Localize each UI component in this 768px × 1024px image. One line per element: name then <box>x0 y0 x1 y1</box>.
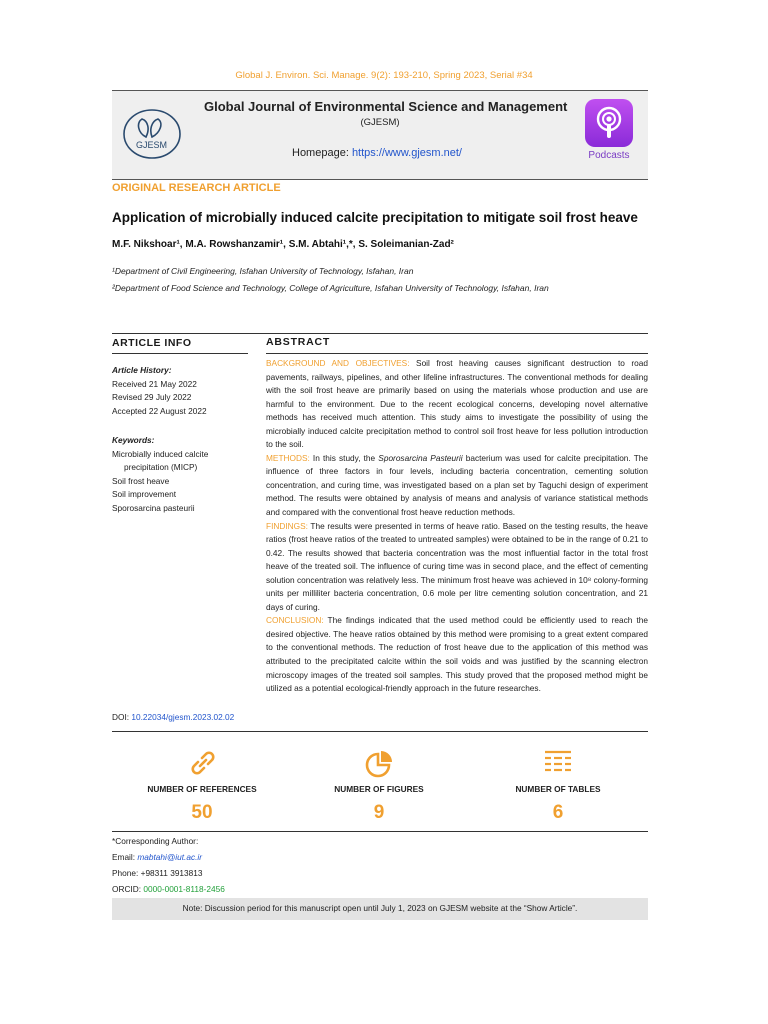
email <box>112 852 202 862</box>
methods-text: bacterium was used for calcite precipitation. The influence of three factors in four levels, including bacteria concentration, cementing solution concentration, and curing time, was investigated based on a plan set by Taguchi design of experiment method. The results were obtained by analysis of means and analysis of variance statistical methods and compared with the conventional frost heave reduction methods. <box>266 452 648 518</box>
phone: Phone: +98311 3913813 <box>112 868 203 878</box>
history-title: Article History: <box>112 365 172 375</box>
link-icon <box>188 748 218 778</box>
homepage <box>292 147 462 159</box>
discussion-note: Note: Discussion period for this manuscript open until July 1, 2023 on GJESM website at the “Show Article”. <box>112 898 648 920</box>
divider <box>112 353 248 354</box>
podcast-button[interactable] <box>585 99 633 147</box>
homepage-label: Homepage: <box>292 147 352 159</box>
journal-abbreviation: (GJESM) <box>360 117 400 128</box>
corresponding-author: *Corresponding Author: <box>112 836 199 846</box>
journal-header <box>112 90 648 180</box>
doi-link[interactable]: 10.22034/gjesm.2023.02.02 <box>131 712 235 722</box>
logo-text: GJESM <box>136 140 168 150</box>
background-text: Soil frost heaving causes significant destruction to road pavements, railways, pipelines, and other lifeline infrastructures. The conventional methods for dealing with the soil frost heave are primarily based on using the materials whose production and use are harmful to the environment. Due to the recent ecological concerns, developing novel alternative methods has received much attention. This study aims to investigate the possibility of using the microbially induced calcite precipitation method to control soil frost heave for less pollution introduction to the soil. <box>266 358 648 450</box>
abstract-methods <box>266 452 648 520</box>
divider <box>112 333 648 334</box>
authors: M.F. Nikshoar¹, M.A. Rowshanzamir¹, S.M. Abtahi¹,*, S. Soleimanian-Zad² <box>112 239 454 250</box>
email-link[interactable]: mabtahi@iut.ac.ir <box>137 852 203 862</box>
journal-logo-icon <box>122 107 182 161</box>
abstract-conclusion <box>266 614 648 695</box>
orcid-label: ORCID: <box>112 884 144 894</box>
keywords <box>112 434 252 516</box>
received-date: Received 21 May 2022 <box>112 378 197 389</box>
figures-count-label: NUMBER OF FIGURES <box>334 784 424 794</box>
tables-count: 6 <box>552 802 564 823</box>
divider <box>112 731 648 732</box>
references-count-label: NUMBER OF REFERENCES <box>147 784 257 794</box>
article-title: Application of microbially induced calcite precipitation to mitigate soil frost heave <box>112 210 638 225</box>
revised-date: Revised 29 July 2022 <box>112 392 192 403</box>
tables-count-label: NUMBER OF TABLES <box>515 784 601 794</box>
doi <box>112 712 234 722</box>
keyword: Sporosarcina pasteurii <box>112 502 195 513</box>
article-type: ORIGINAL RESEARCH ARTICLE <box>112 182 281 194</box>
journal-citation: Global J. Environ. Sci. Manage. 9(2): 193-210, Spring 2023, Serial #34 <box>235 70 533 81</box>
orcid <box>112 884 225 894</box>
abstract-background <box>266 357 648 452</box>
orcid-link[interactable]: 0000-0001-8118-2456 <box>143 884 225 894</box>
methods-label: METHODS: <box>266 452 310 463</box>
keywords-title: Keywords: <box>112 435 155 445</box>
podcast-icon <box>585 99 633 147</box>
table-icon <box>543 748 573 778</box>
affiliation: ¹Department of Civil Engineering, Isfahan University of Technology, Isfahan, Iran <box>112 266 414 276</box>
methods-species: Sporosarcina Pasteurii <box>378 452 463 463</box>
accepted-date: Accepted 22 August 2022 <box>112 405 207 416</box>
conclusion-label: CONCLUSION: <box>266 615 324 626</box>
findings-text: The results were presented in terms of heave ratio. Based on the testing results, the heave ratios (frost heave ratios of the treated to untreated samples) were obtained to be in the range of 0.21 to 0.42. The results showed that bacteria concentration was the most influential factor in the total frost heave of the treated soil. The influence of curing time was in second place, and the effect of cementing solution concentration was relatively less. The minimum frost heave was achieved in 10⁸ colony-forming units per milliliter bacteria concentration, 0.6 mole per litre cementing solution concentration, and 21 days of curing. <box>266 520 648 612</box>
affiliation: ²Department of Food Science and Technology, College of Agriculture, Isfahan University of Technology, Isfahan, Iran <box>112 283 549 293</box>
keyword: Microbially induced calcite <box>112 448 209 459</box>
divider <box>266 353 648 354</box>
keyword: precipitation (MICP) <box>124 462 198 473</box>
references-count: 50 <box>191 802 213 823</box>
article-history <box>112 364 252 418</box>
conclusion-text: The findings indicated that the used method could be efficiently used to reach the desired objective. The heave ratios obtained by this method were promising to a great extent compared to the conventional methods. The reduction of frost heave due to the application of this method was attributed to the precipitated calcite within the soil voids and was justified by the scanning electron microscopy images of the treated soil samples. This study proved that the proposed method might be utilized as a potential ecological-friendly approach in the future researches. <box>266 615 648 694</box>
figures-count: 9 <box>373 802 385 823</box>
background-label: BACKGROUND AND OBJECTIVES: <box>266 358 410 368</box>
journal-name: Global Journal of Environmental Science and Management <box>204 99 568 114</box>
findings-label: FINDINGS: <box>266 520 308 531</box>
article-info-heading: ARTICLE INFO <box>112 337 192 349</box>
abstract-heading: ABSTRACT <box>266 336 331 348</box>
divider <box>112 831 648 832</box>
email-label: Email: <box>112 852 138 862</box>
podcast-label[interactable]: Podcasts <box>588 150 630 161</box>
keyword: Soil improvement <box>112 489 177 500</box>
doi-label: DOI: <box>112 712 132 722</box>
methods-text: In this study, the <box>309 452 379 463</box>
homepage-link[interactable]: https://www.gjesm.net/ <box>351 147 462 159</box>
abstract-body <box>266 357 648 696</box>
keyword: Soil frost heave <box>112 475 170 486</box>
abstract-findings <box>266 520 648 615</box>
pie-chart-icon <box>364 748 394 778</box>
